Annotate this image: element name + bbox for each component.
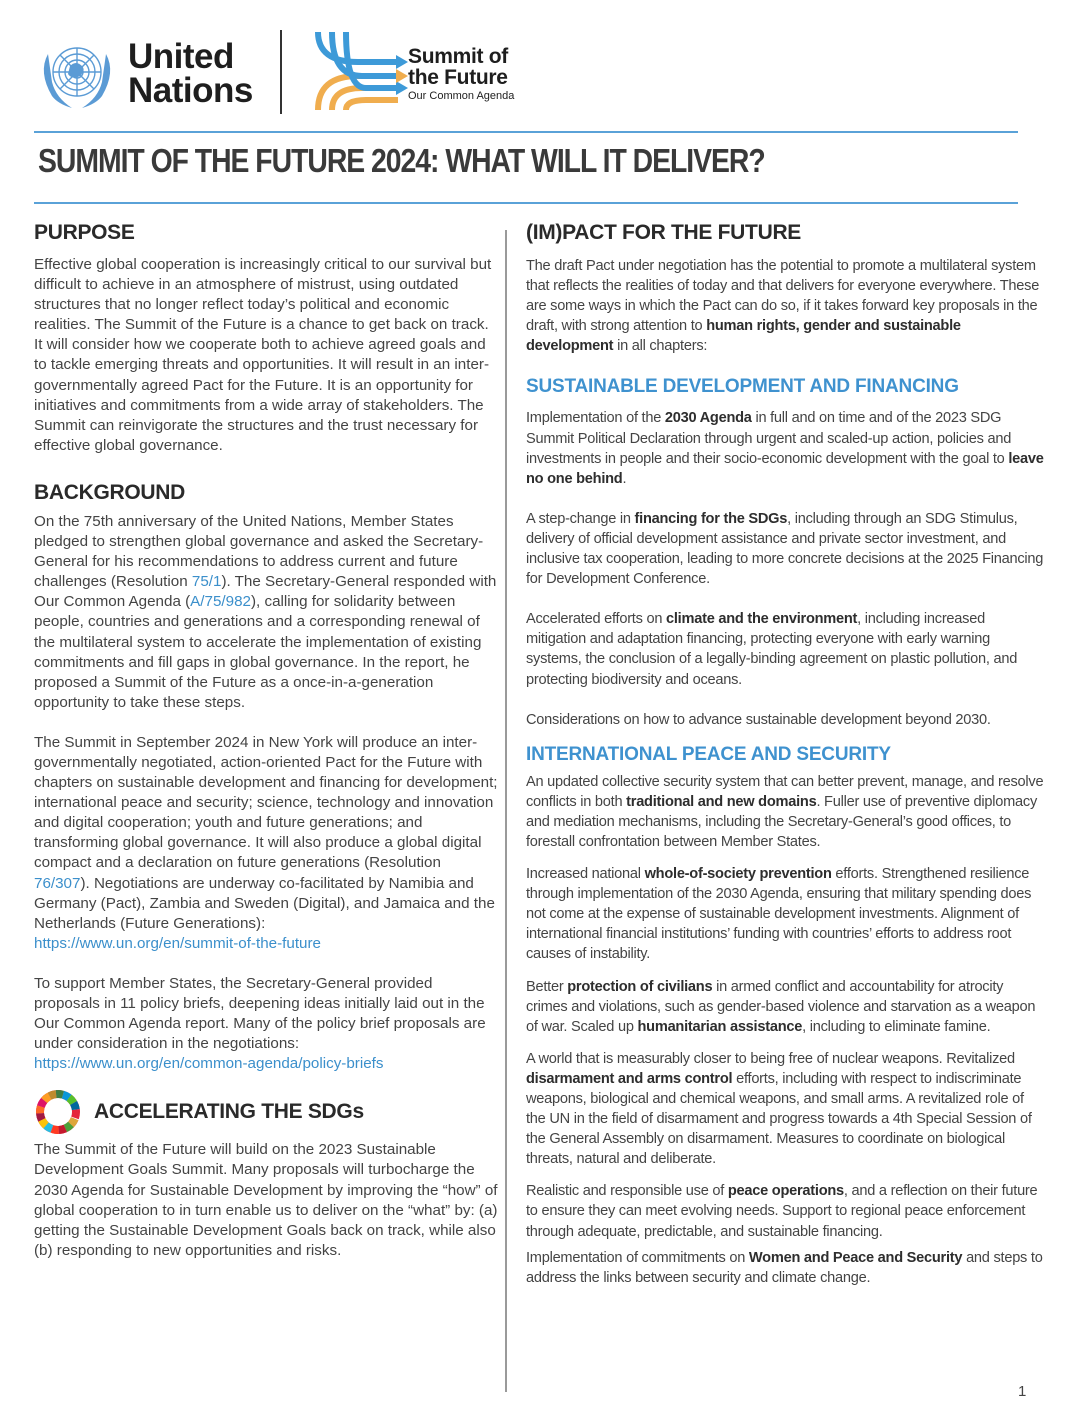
- purpose-heading: PURPOSE: [34, 221, 135, 244]
- background-paragraph-3: [34, 974, 498, 1074]
- bold-text: financing for the SDGs: [634, 510, 788, 527]
- impact-intro: [526, 256, 1046, 356]
- summit-wordmark-line1: Summit of: [408, 45, 508, 68]
- text: The draft Pact under negotiation has the potential to promote a multilateral system that reflects the realities of today and that delivers for everyone everywhere. These are some ways in which the Pact can do so, if it takes forward key proposals in the draft, with strong attention to: [526, 258, 1040, 335]
- text: Considerations on how to advance sustainable development beyond 2030.: [526, 711, 991, 728]
- bold-text: peace operations: [727, 1183, 844, 1200]
- text: Implementation of commitments on: [526, 1249, 749, 1266]
- sdgs-heading: ACCELERATING THE SDGs: [94, 1100, 364, 1124]
- bold-text: protection of civilians: [567, 978, 713, 995]
- sdgs-heading-row: [34, 1088, 498, 1136]
- un-emblem-icon: [34, 36, 120, 112]
- bold-text: Women and Peace and Security: [748, 1249, 963, 1266]
- bold-text: traditional and new domains: [626, 793, 817, 810]
- ips-item: [526, 772, 1046, 852]
- summit-wordmark-line2: the Future: [408, 66, 508, 89]
- impact-heading: (IM)PACT FOR THE FUTURE: [526, 221, 802, 244]
- text: , including through an SDG Stimulus, delivery of official development assistance and private sector investment, and inclusive tax cooperation, leading to more concrete decisions at the 2025 Financing for Development Conference.: [526, 510, 1044, 588]
- text: Better: [526, 978, 568, 995]
- text: Accelerated efforts on: [526, 611, 667, 628]
- text: efforts, including with respect to indiscriminate weapons, biological and chemical weapons, and small arms. A revitalized role of the UN in the field of disarmament and progress towards a 4th Special Session of the General Assembly on disarmament. Measures to coordinate on biological threats, natural and deliberate.: [526, 1070, 1032, 1168]
- bold-text: leave no one behind: [526, 450, 1044, 487]
- title-rule-top: [34, 131, 1018, 133]
- sdf-heading: SUSTAINABLE DEVELOPMENT AND FINANCING: [526, 376, 959, 398]
- text: A world that is measurably closer to being free of nuclear weapons. Revitalized: [526, 1050, 1015, 1067]
- page-number: 1: [1018, 1383, 1027, 1400]
- header: [0, 0, 1074, 125]
- column-divider: [505, 230, 507, 1392]
- ips-item: [526, 1181, 1046, 1241]
- resolution-75-1-link[interactable]: 75/1: [191, 573, 222, 591]
- sdg-wheel-icon: [34, 1088, 82, 1136]
- left-column: [34, 218, 498, 1261]
- background-section: [34, 478, 498, 1074]
- purpose-section: [34, 218, 498, 456]
- bold-text: disarmament and arms control: [526, 1070, 733, 1087]
- text: ), calling for solidarity between people, countries and generations and a corresponding renewal of the multilateral system to accelerate the implementation of existing commitments and fill gaps in global governance. In the report, he proposed a Summit of the Future as a once-in-a-generation opportunity to take these steps.: [34, 593, 482, 711]
- text: A step-change in: [526, 510, 635, 527]
- bold-text: whole-of-society prevention: [644, 866, 832, 883]
- policy-briefs-url-link[interactable]: https://www.un.org/en/common-agenda/policy-briefs: [34, 1055, 384, 1073]
- sdf-item: [526, 509, 1046, 589]
- text: Implementation of the: [526, 410, 665, 427]
- ips-item: [526, 1248, 1046, 1288]
- background-paragraph-1: [34, 512, 498, 713]
- text: An updated collective security system that can better prevent, manage, and resolve conflicts in both: [526, 773, 1044, 810]
- text: . Fuller use of preventive diplomacy and mediation mechanisms, including the Secretary-General’s good offices, to forestall confrontation between Member States.: [526, 793, 1038, 850]
- text: ). Negotiations are underway co-facilitated by Namibia and Germany (Pact), Zambia and Sweden (Digital), and Jamaica and the Netherlands (Future Generations):: [34, 874, 495, 932]
- summit-wordmark-subtitle: Our Common Agenda: [408, 90, 515, 102]
- impact-section: [526, 218, 1046, 356]
- text: .: [622, 470, 627, 487]
- summit-wordmark: [408, 46, 514, 102]
- sdgs-body: The Summit of the Future will build on the 2023 Sustainable Development Goals Summit. Many proposals will turbocharge the 2030 Agenda for Sustainable Development by improving the “how” of global cooperation to in turn enable us to deliver on the “what” by: (a) getting the Sustainable Development Goals back on track, while also (b) responding to new opportunities and risks.: [34, 1141, 498, 1259]
- background-heading: BACKGROUND: [34, 480, 185, 504]
- resolution-76-307-link[interactable]: 76/307: [34, 874, 81, 892]
- text: On the 75th anniversary of the United Nations, Member States pledged to strengthen global governance and asked the Secretary-General for his recommendations to address current and future challenges (Resolution: [34, 512, 484, 591]
- sdf-item: [526, 710, 1046, 730]
- bold-text: humanitarian assistance: [637, 1018, 803, 1035]
- text: in armed conflict and accountability for atrocity crimes and violations, such as gender-based violence and starvation as a weapon of war. Scaled up: [526, 978, 1036, 1035]
- text: , including increased mitigation and adaptation financing, protecting everyone with early warning systems, the conclusion of a legally-binding agreement on plastic pollution, and protecting biodiversity and oceans.: [526, 611, 1018, 688]
- text: in full and on time and of the 2023 SDG Summit Political Declaration through urgent and scaled-up action, policies and investments in people and their socio-economic development with the goal to: [526, 410, 1012, 467]
- summit-arrows-icon: [312, 30, 412, 114]
- ips-item: [526, 1049, 1046, 1170]
- text: in all chapters:: [613, 338, 708, 355]
- un-logo: [34, 36, 253, 112]
- a-75-982-link[interactable]: A/75/982: [190, 593, 251, 611]
- un-wordmark-line2: Nations: [128, 71, 253, 110]
- sdf-item: [526, 408, 1046, 488]
- ips-item: [526, 864, 1046, 964]
- text: ). The Secretary-General responded with Our Common Agenda (: [34, 573, 497, 611]
- text: efforts. Strengthened resilience through implementation of the 2030 Agenda, ensuring that military spending does not come at the expense of sustainable development investments. Alignment of international financial institutions’ funding with countries’ efforts to address root causes of instability.: [526, 866, 1032, 963]
- sdgs-section: [34, 1088, 498, 1261]
- bold-text: 2030 Agenda: [664, 410, 752, 427]
- right-column: [526, 218, 1046, 1288]
- ips-heading: INTERNATIONAL PEACE AND SECURITY: [526, 743, 891, 765]
- summit-of-the-future-url-link[interactable]: https://www.un.org/en/summit-of-the-future: [34, 934, 321, 952]
- text: Increased national: [526, 866, 645, 883]
- sustainable-development-section: [526, 374, 1046, 729]
- summit-of-the-future-logo: [312, 30, 514, 114]
- text: To support Member States, the Secretary-General provided proposals in 11 policy briefs, deepening ideas initially laid out in the Our Common Agenda report. Many of the policy brief proposals are under consideration in the negotiations:: [34, 974, 486, 1053]
- text: Realistic and responsible use of: [526, 1183, 728, 1200]
- background-paragraph-2: [34, 733, 498, 954]
- title-rule-bottom: [34, 202, 1018, 204]
- text: , including to eliminate famine.: [802, 1018, 991, 1035]
- bold-text: human rights, gender and sustainable development: [526, 318, 961, 355]
- text: , and a reflection on their future to ensure they can meet evolving needs. Support to regional peace enforcement through adequate, predictable, and sustainable financing.: [526, 1183, 1038, 1240]
- un-wordmark-line1: United: [128, 37, 234, 76]
- text: and steps to address the links between security and climate change.: [526, 1249, 1043, 1286]
- text: The Summit in September 2024 in New York will produce an inter-governmentally negotiated, action-oriented Pact for the Future with chapters on sustainable development and financing for development; international peace and security; science, technology and innovation and digital cooperation; youth and future generations; and transforming global governance. It will also produce a global digital compact and a declaration on future generations (Resolution: [34, 733, 498, 872]
- sdf-item: [526, 609, 1046, 689]
- bold-text: climate and the environment: [666, 611, 858, 628]
- page-title: SUMMIT OF THE FUTURE 2024: WHAT WILL IT DELIVER?: [38, 142, 765, 179]
- ips-item: [526, 977, 1046, 1037]
- peace-security-section: [526, 742, 1046, 1288]
- purpose-body: Effective global cooperation is increasingly critical to our survival but difficult to achieve in an atmosphere of mistrust, using outdated structures that no longer reflect today’s political and economic realities. The Summit of the Future is a chance to get back on track. It will consider how we cooperate both to achieve agreed goals and to tackle emerging threats and opportunities. It will result in an inter-governmentally agreed Pact for the Future. It is an opportunity for initiatives and commitments from a wide array of stakeholders. The Summit can reinvigorate the structures and the trust necessary for effective global governance.: [34, 256, 492, 454]
- logo-divider: [280, 30, 282, 114]
- un-wordmark: [128, 37, 253, 110]
